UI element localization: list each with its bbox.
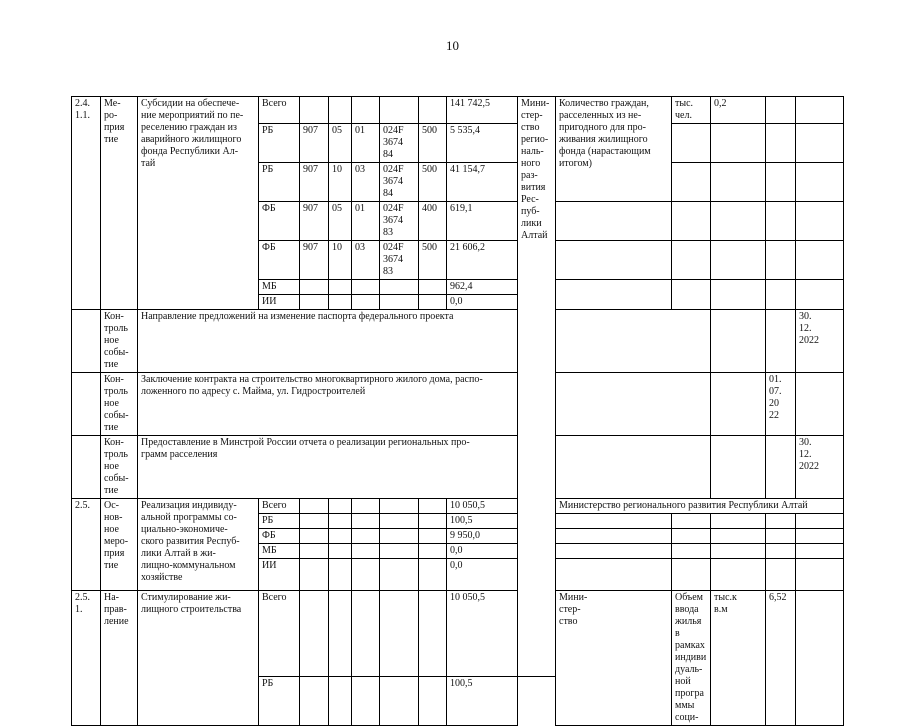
fin-code: 05 (329, 202, 352, 241)
fin-amount: 0,0 (447, 295, 518, 310)
fin-source: Всего (259, 591, 300, 677)
fin-source: ФБ (259, 529, 300, 544)
fin-code: 01 (352, 202, 380, 241)
fin-source: МБ (259, 280, 300, 295)
control-event-row (72, 436, 844, 499)
fin-source: РБ (259, 676, 300, 725)
fin-source: ИИ (259, 559, 300, 591)
row-number: 2.5. (72, 499, 101, 591)
row-unit: тыс.к в.м (711, 591, 766, 726)
row-indicator-value: 0,2 (711, 97, 766, 124)
fin-code: 10 (329, 241, 352, 280)
fin-code: 024F 3674 84 (380, 124, 419, 163)
fin-amount: 9 950,0 (447, 529, 518, 544)
project-plan-table (71, 96, 844, 726)
fin-code (380, 97, 419, 124)
row-indicator: Количество граждан, расселенных из не- пригодного для про- живания жилищного фонда (нарастающим итогом) (556, 97, 672, 202)
row-unit: тыс. чел. (672, 97, 711, 124)
fin-amount: 21 606,2 (447, 241, 518, 280)
fin-code: 907 (300, 241, 329, 280)
fin-code: 10 (329, 163, 352, 202)
event-date (796, 373, 844, 436)
fin-code: 500 (419, 241, 447, 280)
fin-code: 907 (300, 124, 329, 163)
row-name: Субсидии на обеспече- ние мероприятий по пе- реселению граждан из аварийного жилищного фонда Республики Ал- тай (138, 97, 259, 310)
row-name: Стимулирование жи- лищного строительства (138, 591, 259, 726)
fin-code (352, 97, 380, 124)
fin-code: 907 (300, 202, 329, 241)
fin-code (329, 97, 352, 124)
table-row (72, 499, 844, 514)
row-executor: Мини- стер- ство регио- наль- ного раз- вития Рес- пуб- лики Алтай (518, 97, 556, 677)
fin-source: МБ (259, 544, 300, 559)
fin-source: РБ (259, 124, 300, 163)
fin-source: ИИ (259, 295, 300, 310)
fin-code: 024F 3674 83 (380, 202, 419, 241)
control-event-row (72, 373, 844, 436)
event-date (766, 310, 796, 373)
fin-source: ФБ (259, 202, 300, 241)
fin-source: ФБ (259, 241, 300, 280)
row-kind: На- прав- ление (101, 591, 138, 726)
fin-code: 03 (352, 241, 380, 280)
fin-code: 024F 3674 83 (380, 241, 419, 280)
fin-code: 024F 3674 84 (380, 163, 419, 202)
event-kind: Кон- троль ное собы- тие (101, 310, 138, 373)
row-indicator: Объем ввода жилья в рамках индивидуаль- ной программы соци- (672, 591, 711, 726)
fin-source: Всего (259, 97, 300, 124)
fin-source: РБ (259, 514, 300, 529)
row-indicator-value: 6,52 (766, 591, 796, 726)
event-text: Предоставление в Минстрой России отчета о реализации региональных про- грамм расселения (138, 436, 518, 499)
row-number: 2.5. 1. (72, 591, 101, 726)
table-row (72, 97, 844, 124)
fin-source: РБ (259, 163, 300, 202)
fin-amount: 962,4 (447, 280, 518, 295)
event-kind: Кон- троль ное собы- тие (101, 373, 138, 436)
row-name: Реализация индивиду- альной программы со- циально-экономиче- ского развития Респуб- лики Алтай в жи- лищно-коммунальном хозяйстве (138, 499, 259, 591)
fin-amount: 619,1 (447, 202, 518, 241)
row-kind: Ос- нов- ное меро- прия тие (101, 499, 138, 591)
fin-amount: 100,5 (447, 514, 518, 529)
fin-amount: 10 050,5 (447, 499, 518, 514)
fin-amount: 5 535,4 (447, 124, 518, 163)
fin-code: 500 (419, 163, 447, 202)
fin-code: 907 (300, 163, 329, 202)
fin-code: 03 (352, 163, 380, 202)
fin-code: 500 (419, 124, 447, 163)
fin-amount: 0,0 (447, 544, 518, 559)
fin-amount: 100,5 (447, 676, 518, 725)
event-kind: Кон- троль ное собы- тие (101, 436, 138, 499)
row-number: 2.4. 1.1. (72, 97, 101, 310)
event-date: 30. 12. 2022 (796, 436, 844, 499)
fin-amount: 141 742,5 (447, 97, 518, 124)
fin-amount: 0,0 (447, 559, 518, 591)
fin-amount: 41 154,7 (447, 163, 518, 202)
event-date: 01. 07. 20 22 (766, 373, 796, 436)
fin-code: 400 (419, 202, 447, 241)
row-executor: Мини- стер- ство (556, 591, 672, 726)
fin-amount: 10 050,5 (447, 591, 518, 677)
event-date: 30. 12. 2022 (796, 310, 844, 373)
fin-code (300, 97, 329, 124)
event-text: Направление предложений на изменение паспорта федерального проекта (138, 310, 518, 373)
row-kind: Ме- ро- прия тие (101, 97, 138, 310)
fin-code (419, 97, 447, 124)
fin-code: 01 (352, 124, 380, 163)
control-event-row (72, 310, 844, 373)
page-number: 10 (446, 38, 459, 53)
table-row (72, 591, 844, 677)
fin-code: 05 (329, 124, 352, 163)
row-executor: Министерство регионального развития Республики Алтай (556, 499, 844, 514)
fin-source: Всего (259, 499, 300, 514)
event-date (766, 436, 796, 499)
event-text: Заключение контракта на строительство многоквартирного жилого дома, распо- ложенного по адресу с. Майма, ул. Гидростроителей (138, 373, 518, 436)
